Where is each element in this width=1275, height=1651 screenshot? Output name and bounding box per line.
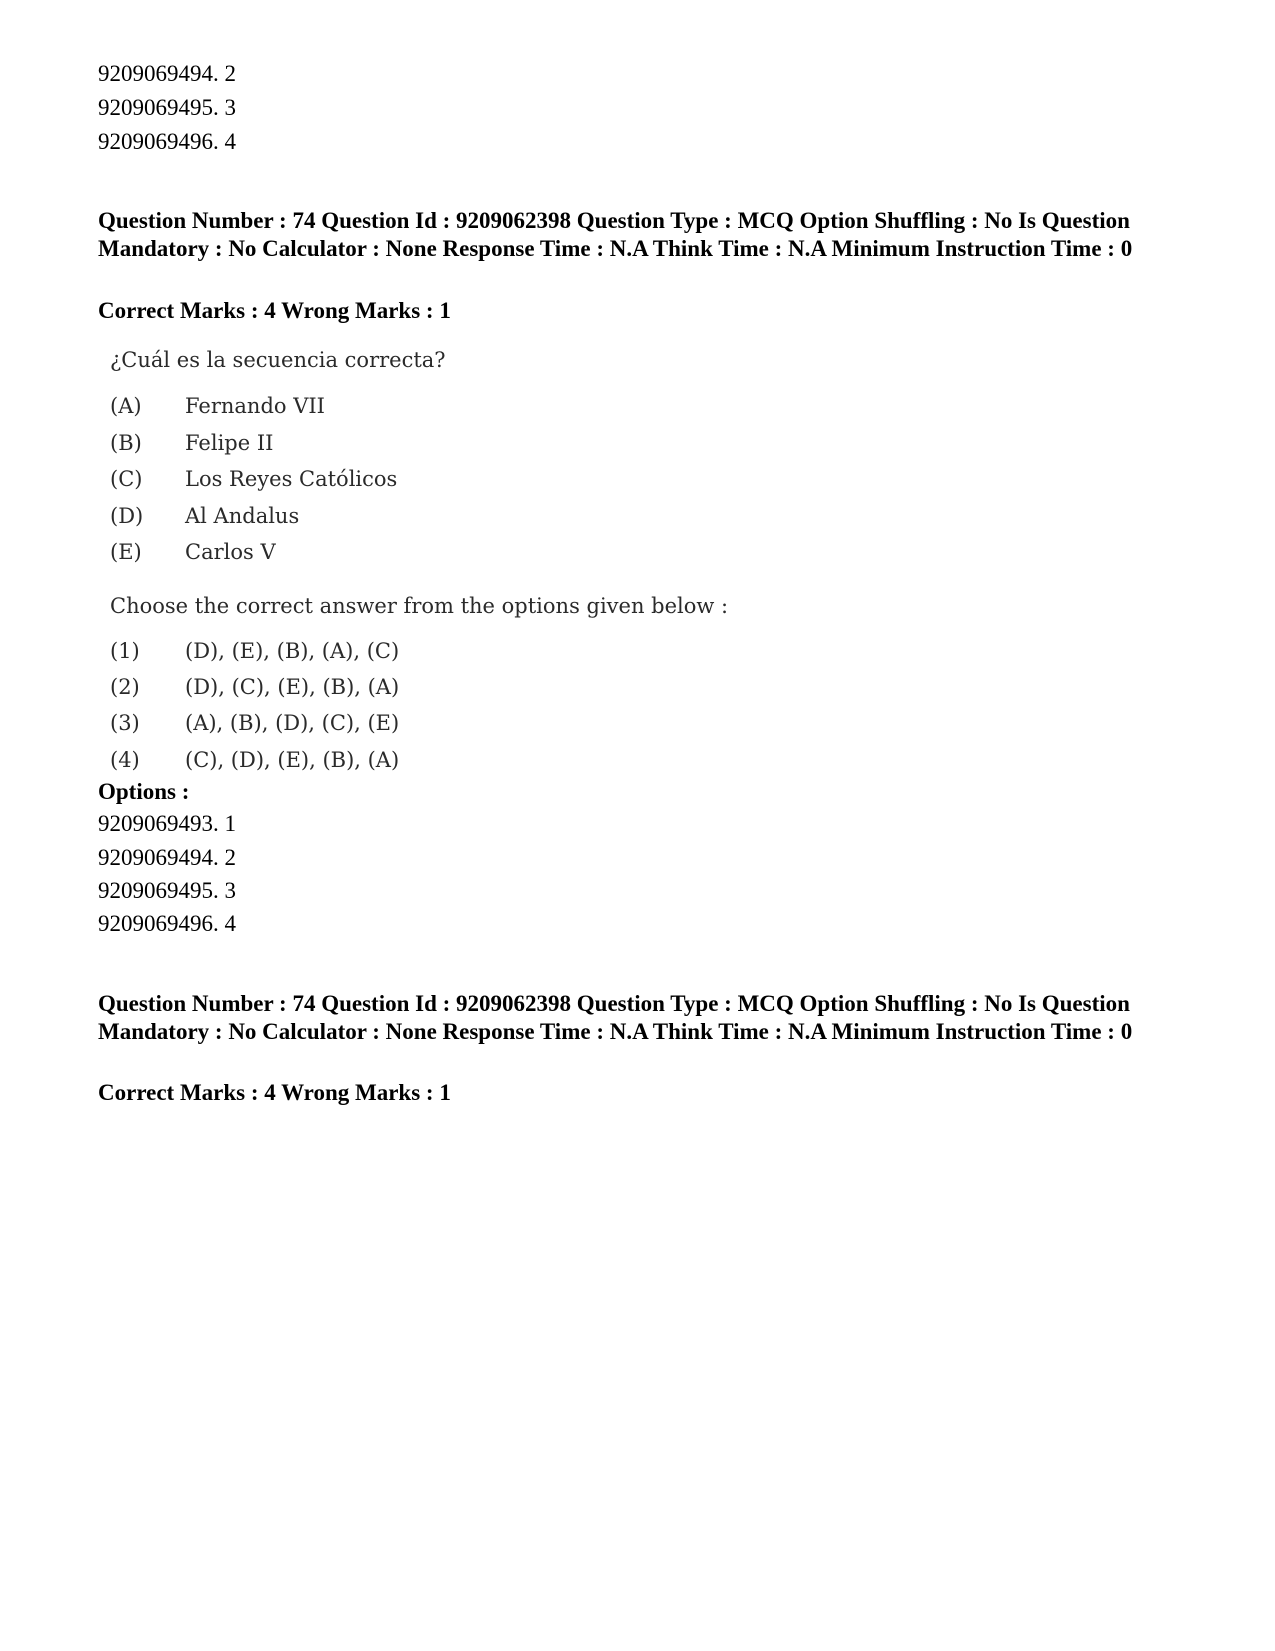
option-number: 2: [224, 845, 236, 870]
option-line: 9209069495. 3: [98, 878, 236, 903]
item-text: Los Reyes Católicos: [185, 467, 398, 491]
option-line: 9209069494. 2: [98, 61, 236, 86]
option-line: 9209069493. 1: [98, 811, 236, 836]
option-line: 9209069496. 4: [98, 129, 236, 154]
choice-label: (2): [110, 675, 140, 699]
item-label: (B): [110, 431, 142, 455]
choice-text: (A), (B), (D), (C), (E): [185, 711, 400, 735]
option-id: 9209069493: [98, 811, 213, 836]
question-image: [98, 345, 738, 800]
item-text: Carlos V: [185, 540, 276, 564]
option-id: 9209069496: [98, 129, 213, 154]
option-id: 9209069494: [98, 61, 213, 86]
question-marks: Correct Marks : 4 Wrong Marks : 1: [98, 298, 451, 323]
option-id: 9209069494: [98, 845, 213, 870]
item-label: (C): [110, 467, 143, 491]
item-label: (D): [110, 504, 144, 528]
option-line: 9209069495. 3: [98, 95, 236, 120]
choice-text: (D), (E), (B), (A), (C): [185, 639, 400, 663]
choice-label: (3): [110, 711, 140, 735]
option-number: 2: [224, 61, 236, 86]
option-id: 9209069496: [98, 911, 213, 936]
options-heading: Options :: [98, 779, 190, 804]
item-label: (E): [110, 540, 142, 564]
option-id: 9209069495: [98, 95, 213, 120]
item-text: Al Andalus: [185, 504, 300, 528]
question-header: Question Number : 74 Question Id : 9209062398 Question Type : MCQ Option Shuffling : No Is Question Mandatory : No Calculator : None Response Time : N.A Think Time : N.A Minimum Instruction Time : 0: [98, 208, 1133, 261]
item-label: (A): [110, 394, 142, 418]
option-number: 4: [224, 911, 236, 936]
choice-label: (1): [110, 639, 140, 663]
choice-text: (C), (D), (E), (B), (A): [185, 748, 400, 772]
option-number: 3: [224, 878, 236, 903]
next-question-header: Question Number : 74 Question Id : 9209062398 Question Type : MCQ Option Shuffling : No Is Question Mandatory : No Calculator : None Response Time : N.A Think Time : N.A Minimum Instruction Time : 0: [98, 991, 1133, 1044]
choice-label: (4): [110, 748, 140, 772]
option-line: 9209069496. 4: [98, 911, 236, 936]
question-prompt: ¿Cuál es la secuencia correcta?: [110, 348, 446, 372]
item-text: Felipe II: [185, 431, 274, 455]
option-line: 9209069494. 2: [98, 845, 236, 870]
option-number: 4: [224, 129, 236, 154]
option-id: 9209069495: [98, 878, 213, 903]
next-question-marks: Correct Marks : 4 Wrong Marks : 1: [98, 1080, 451, 1105]
question-instruction: Choose the correct answer from the options given below :: [110, 594, 729, 618]
option-number: 1: [224, 811, 236, 836]
choice-text: (D), (C), (E), (B), (A): [185, 675, 400, 699]
option-number: 3: [224, 95, 236, 120]
item-text: Fernando VII: [185, 394, 325, 418]
